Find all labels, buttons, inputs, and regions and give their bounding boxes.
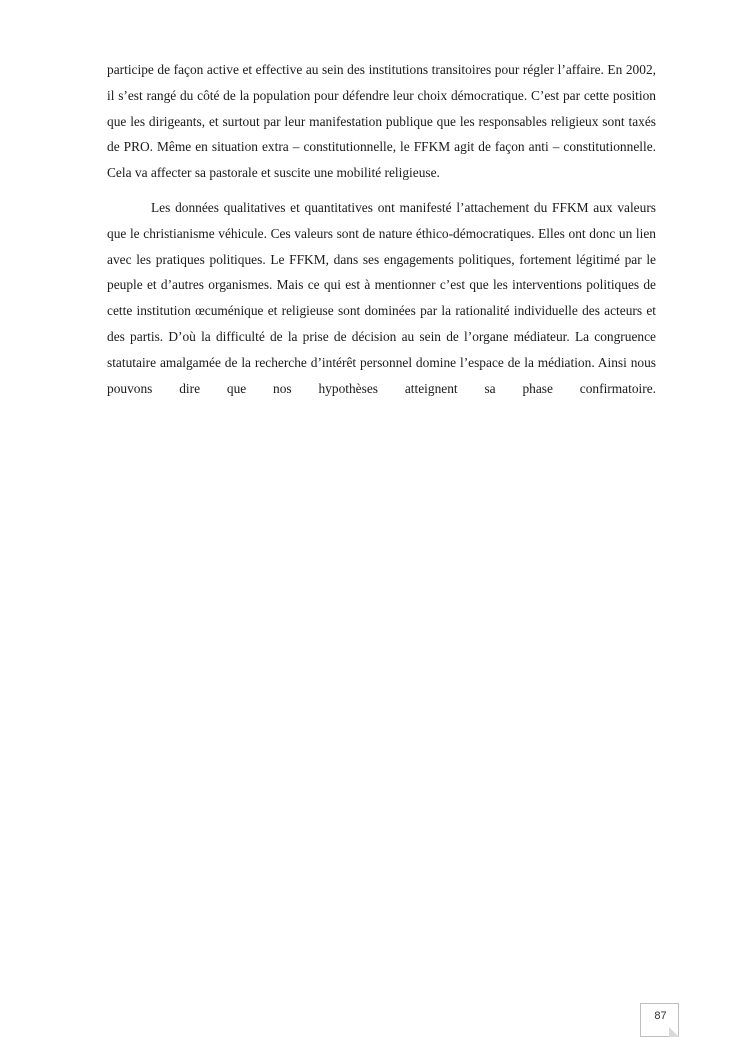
- body-text: [107, 57, 656, 401]
- page-number: 87: [654, 1010, 667, 1022]
- page-curl-icon: [669, 1027, 679, 1037]
- paragraph-2: Les données qualitatives et quantitatives ont manifesté l’attachement du FFKM aux valeurs que le christianisme véhicule. Ces valeurs sont de nature éthico-démocratiques. Elles ont donc un lien avec les pratiques politiques. Le FFKM, dans ses engagements politiques, fortement légitimé par le peuple et d’autres organismes. Mais ce qui est à mentionner c’est que les interventions politiques de cette institution œcuménique et religieuse sont dominées par la rationalité individuelle des acteurs et des partis. D’où la difficulté de la prise de décision au sein de l’organe médiateur. La congruence statutaire amalgamée de la recherche d’intérêt personnel domine l’espace de la médiation. Ainsi nous pouvons dire que nos hypothèses atteignent sa phase confirmatoire.: [107, 199, 656, 396]
- paragraph-1: participe de façon active et effective au sein des institutions transitoires pour régler l’affaire. En 2002, il s’est rangé du côté de la population pour défendre leur choix démocratique. C’est par cette position que les dirigeants, et surtout par leur manifestation publique que les responsables religieux sont taxés de PRO. Même en situation extra – constitutionnelle, le FFKM agit de façon anti – constitutionnelle. Cela va affecter sa pastorale et suscite une mobilité religieuse.: [107, 62, 656, 181]
- page-number-box: [640, 1003, 679, 1037]
